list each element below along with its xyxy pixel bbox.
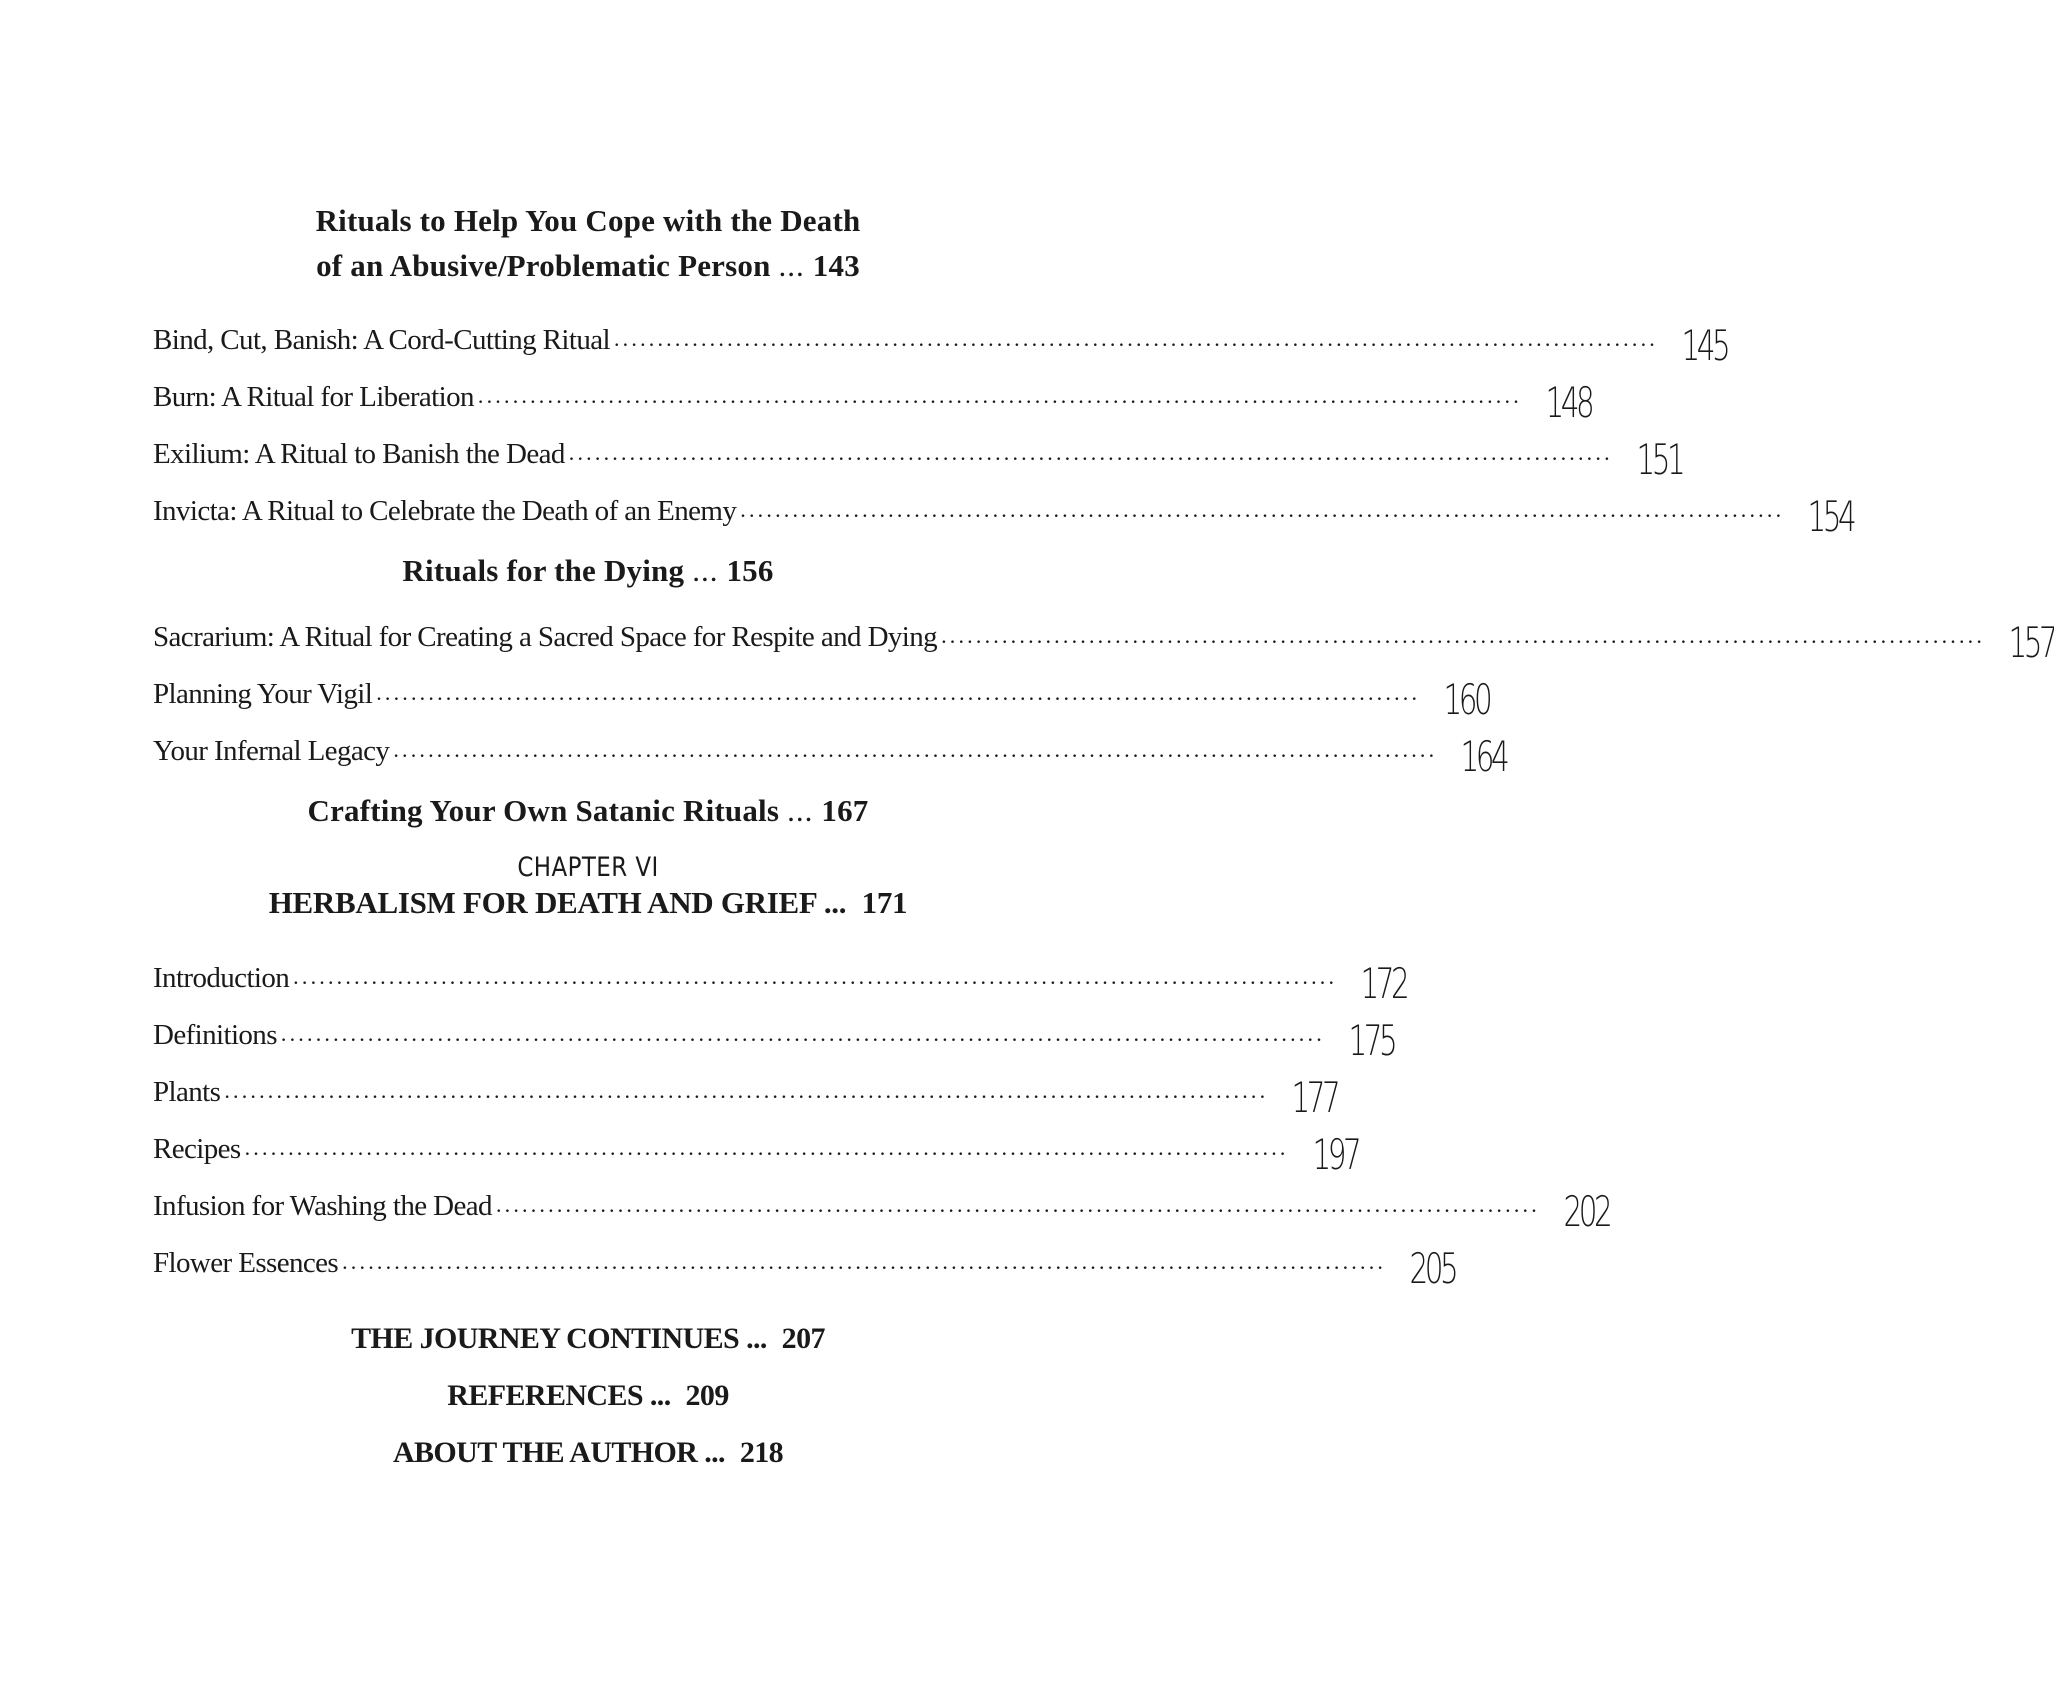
dot-leader: ........................................................................................................................ xyxy=(342,1249,1387,1274)
toc-entry-title: Infusion for Washing the Dead xyxy=(153,1190,492,1222)
back-matter-item[interactable] xyxy=(153,1424,1023,1481)
section-heading-page: 167 xyxy=(821,793,869,828)
toc-entry-title: Flower Essences xyxy=(153,1247,339,1279)
chapter-title: HERBALISM FOR DEATH AND GRIEF xyxy=(268,885,817,920)
section-heading-crafting-line xyxy=(153,788,1023,833)
toc-entry-title: Plants xyxy=(153,1076,221,1108)
section-heading-ellipsis: ... xyxy=(778,248,805,283)
toc-entry[interactable] xyxy=(153,1223,1456,1293)
back-matter-title: THE JOURNEY CONTINUES xyxy=(351,1322,740,1355)
toc-entry[interactable] xyxy=(153,414,1682,484)
toc-entry-page: 160 xyxy=(1443,675,1490,724)
back-matter-title: ABOUT THE AUTHOR xyxy=(392,1436,698,1469)
entry-list-1 xyxy=(153,300,1854,541)
back-matter-ellipsis: ... xyxy=(746,1322,767,1355)
toc-entry[interactable] xyxy=(153,1166,1610,1236)
toc-entry-title: Planning Your Vigil xyxy=(153,678,373,710)
chapter-page: 171 xyxy=(861,885,908,920)
section-heading-dying xyxy=(153,548,1023,593)
toc-entry[interactable] xyxy=(153,938,1407,1008)
toc-entry[interactable] xyxy=(153,300,1728,370)
toc-entry-page: 172 xyxy=(1360,959,1407,1008)
toc-entry-page: 154 xyxy=(1807,492,1854,541)
dot-leader: ........................................................................................................................ xyxy=(477,383,1522,408)
chapter-ellipsis: ... xyxy=(823,885,847,920)
toc-entry-page: 177 xyxy=(1291,1073,1338,1122)
back-matter-ellipsis: ... xyxy=(649,1379,671,1412)
toc-entry-title: Exilium: A Ritual to Banish the Dead xyxy=(153,438,565,470)
section-heading-abusive xyxy=(153,198,1023,288)
toc-entry-page: 175 xyxy=(1348,1016,1395,1065)
toc-entry[interactable] xyxy=(153,711,1507,781)
dot-leader: ........................................................................................................................ xyxy=(568,440,1613,465)
toc-entry[interactable] xyxy=(153,597,2054,667)
toc-page xyxy=(153,0,2054,1692)
toc-entry-page: 197 xyxy=(1312,1130,1358,1179)
toc-entry-page: 205 xyxy=(1409,1244,1456,1293)
dot-leader: ........................................................................................................................ xyxy=(393,737,1438,762)
toc-entry-page: 202 xyxy=(1563,1187,1610,1236)
toc-entry-title: Sacrarium: A Ritual for Creating a Sacred Space for Respite and Dying xyxy=(153,621,938,653)
toc-entry-title: Burn: A Ritual for Liberation xyxy=(153,381,474,413)
section-heading-page: 156 xyxy=(726,553,774,588)
section-heading-line2-text: of an Abusive/Problematic Person xyxy=(316,248,771,283)
dot-leader: ........................................................................................................................ xyxy=(293,964,1338,989)
dot-leader: ........................................................................................................................ xyxy=(495,1192,1540,1217)
dot-leader: ........................................................................................................................ xyxy=(224,1078,1269,1103)
toc-entry[interactable] xyxy=(153,471,1854,541)
toc-entry-page: 148 xyxy=(1545,378,1592,427)
chapter-label: CHAPTER VI xyxy=(517,852,659,883)
back-matter-title: REFERENCES xyxy=(447,1379,643,1412)
back-matter-page: 209 xyxy=(685,1379,729,1412)
back-matter-item[interactable] xyxy=(153,1310,1023,1367)
toc-entry-title: Definitions xyxy=(153,1019,277,1051)
back-matter-page: 218 xyxy=(739,1436,784,1469)
dot-leader: ........................................................................................................................ xyxy=(280,1021,1325,1046)
chapter-title-line xyxy=(153,885,1023,921)
section-heading-crafting-text: Crafting Your Own Satanic Rituals xyxy=(307,793,780,828)
back-matter-item[interactable] xyxy=(153,1367,1023,1424)
section-heading-line2 xyxy=(153,243,1023,288)
toc-entry[interactable] xyxy=(153,357,1592,427)
toc-entry[interactable] xyxy=(153,1109,1358,1179)
dot-leader: ........................................................................................................................ xyxy=(613,326,1658,351)
section-heading-dying-text: Rituals for the Dying xyxy=(402,553,685,588)
toc-entry-title: Invicta: A Ritual to Celebrate the Death of an Enemy xyxy=(153,495,737,527)
entry-list-2 xyxy=(153,597,2054,781)
section-heading-page: 143 xyxy=(812,248,860,283)
section-heading-ellipsis: ... xyxy=(787,793,814,828)
toc-entry-page: 164 xyxy=(1460,732,1507,781)
toc-entry[interactable] xyxy=(153,1052,1338,1122)
toc-entry[interactable] xyxy=(153,654,1490,724)
back-matter xyxy=(153,1310,1023,1481)
section-heading-crafting xyxy=(153,788,1023,833)
back-matter-ellipsis: ... xyxy=(704,1436,725,1469)
section-heading-ellipsis: ... xyxy=(692,553,719,588)
toc-entry-page: 157 xyxy=(2008,618,2054,667)
dot-leader: ........................................................................................................................ xyxy=(244,1135,1289,1160)
section-heading-dying-line xyxy=(153,548,1023,593)
toc-entry[interactable] xyxy=(153,995,1395,1065)
chapter-heading xyxy=(153,852,1023,921)
section-heading-line1: Rituals to Help You Cope with the Death xyxy=(315,203,861,238)
toc-entry-title: Bind, Cut, Banish: A Cord-Cutting Ritual xyxy=(153,324,610,356)
toc-entry-title: Recipes xyxy=(153,1133,241,1165)
toc-entry-page: 145 xyxy=(1681,321,1728,370)
toc-entry-page: 151 xyxy=(1636,435,1682,484)
toc-entry-title: Your Infernal Legacy xyxy=(153,735,390,767)
dot-leader: ........................................................................................................................ xyxy=(941,623,1986,648)
dot-leader: ........................................................................................................................ xyxy=(376,680,1421,705)
dot-leader: ........................................................................................................................ xyxy=(740,497,1785,522)
toc-entry-title: Introduction xyxy=(153,962,290,994)
entry-list-3 xyxy=(153,938,1610,1293)
back-matter-page: 207 xyxy=(781,1322,825,1355)
